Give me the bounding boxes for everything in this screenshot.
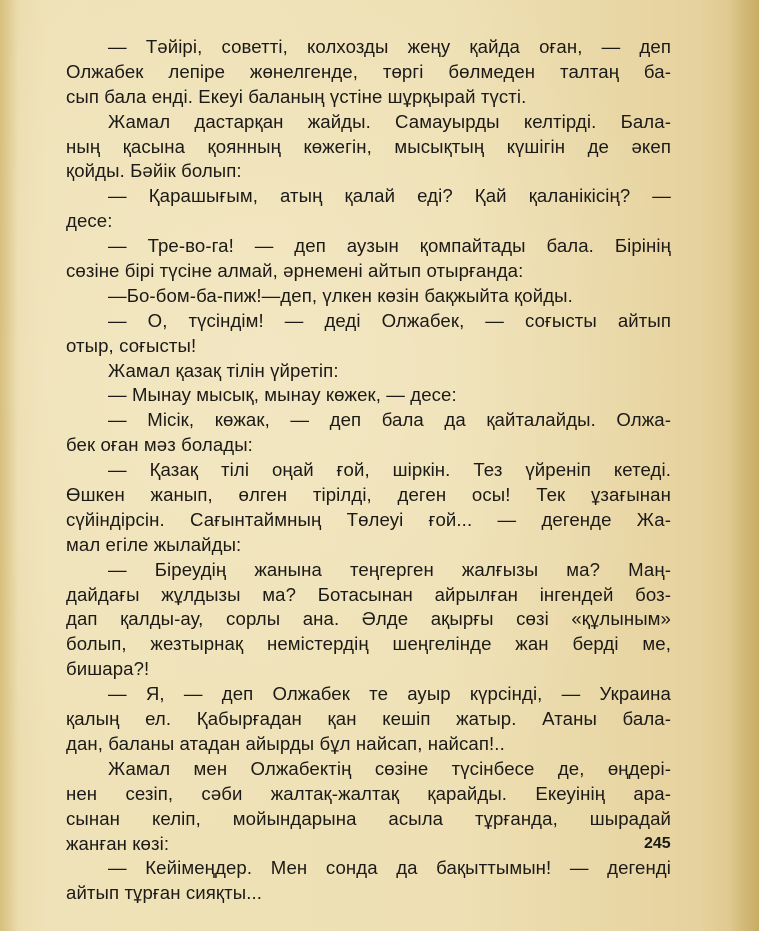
text-line: нен сезіп, сәби жалтақ-жалтақ қарайды. Екеуінің ара- <box>66 782 671 804</box>
text-line: — О, түсіндім! — деді Олжабек, — соғысты айтып <box>108 309 671 331</box>
text-line: — Тре-во-га! — деп аузын қомпайтады бала. Бірінің <box>108 235 671 257</box>
text-line: дап қалды-ау, сорлы ана. Әлде ақырғы сөзі «құлыным» <box>66 608 671 630</box>
text-line: сынан келіп, мойындарына асыла тұрғанда, шырадай <box>66 807 671 829</box>
text-line: бишара?! <box>66 658 150 680</box>
text-line: дайдағы жұлдызы ма? Ботасынан айрылған інгендей боз- <box>66 583 671 605</box>
page-edge-shadow-left <box>0 0 18 931</box>
text-line: Жамал қазақ тілін үйретіп: <box>108 359 339 381</box>
text-line: Жамал мен Олжабектің сөзіне түсінбесе де, өңдері- <box>108 757 671 779</box>
text-line: — Місік, көжак, — деп бала да қайталайды. Олжа- <box>108 409 671 431</box>
text-line: отыр, соғысты! <box>66 334 197 356</box>
page-number: 245 <box>644 835 671 852</box>
text-line: айтып тұрған сияқты... <box>66 882 263 904</box>
text-line: дан, баланы атадан айырды бұл найсап, найсап!.. <box>66 732 505 754</box>
text-line: — Тәйірі, советті, колхозды жеңу қайда оған, — деп <box>108 36 671 57</box>
text-line: — Қазақ тілі оңай ғой, шіркін. Тез үйреніп кетеді. <box>108 459 671 481</box>
page-edge-shadow-right <box>729 0 759 931</box>
text-line: — Кейімеңдер. Мен сонда да бақыттымын! — дегенді <box>108 857 671 879</box>
text-line: мал егіле жылайды: <box>66 533 242 555</box>
text-line: — Біреудің жанына теңгерген жалғызы ма? Маң- <box>108 558 671 580</box>
text-line: — Мынау мысық, мынау көжек, — десе: <box>108 384 457 406</box>
text-line: Өшкен жанып, өлген тірілді, деген осы! Тек ұзағынан <box>66 484 671 506</box>
text-line: — Я, — деп Олжабек те ауыр күрсінді, — Украина <box>108 683 671 705</box>
text-line: сып бала енді. Екеуі баланың үстіне шұрқырай түсті. <box>66 85 527 107</box>
text-line: ның қасына қоянның көжегін, мысықтың күшігін де әкеп <box>66 135 671 157</box>
text-line: — Қарашығым, атың қалай еді? Қай қаланікісің? — <box>108 185 671 207</box>
body-text <box>66 35 671 906</box>
text-line: Олжабек лепіре жөнелгенде, төргі бөлмеден талтаң ба- <box>66 60 671 82</box>
text-line: қалың ел. Қабырғадан қан кешіп жатыр. Атаны бала- <box>66 708 671 730</box>
text-line: Жамал дастарқан жайды. Самауырды келтірді. Бала- <box>108 110 671 132</box>
text-line: —Бо-бом-ба-пиж!—деп, үлкен көзін бақжыйта қойды. <box>108 284 573 306</box>
text-line: сүйіндірсін. Сағынтаймның Төлеуі ғой... — дегенде Жа- <box>66 508 671 530</box>
text-line: бек оған мәз болады: <box>66 434 253 456</box>
text-line: десе: <box>66 210 113 232</box>
text-line: болып, жезтырнақ немістердің шеңгелінде жан берді ме, <box>66 633 671 655</box>
text-line: сөзіне бірі түсіне алмай, әрнемені айтып отырғанда: <box>66 260 524 282</box>
text-line: жанған көзі: <box>66 832 170 854</box>
text-line: қойды. Бәйік болып: <box>66 160 242 182</box>
